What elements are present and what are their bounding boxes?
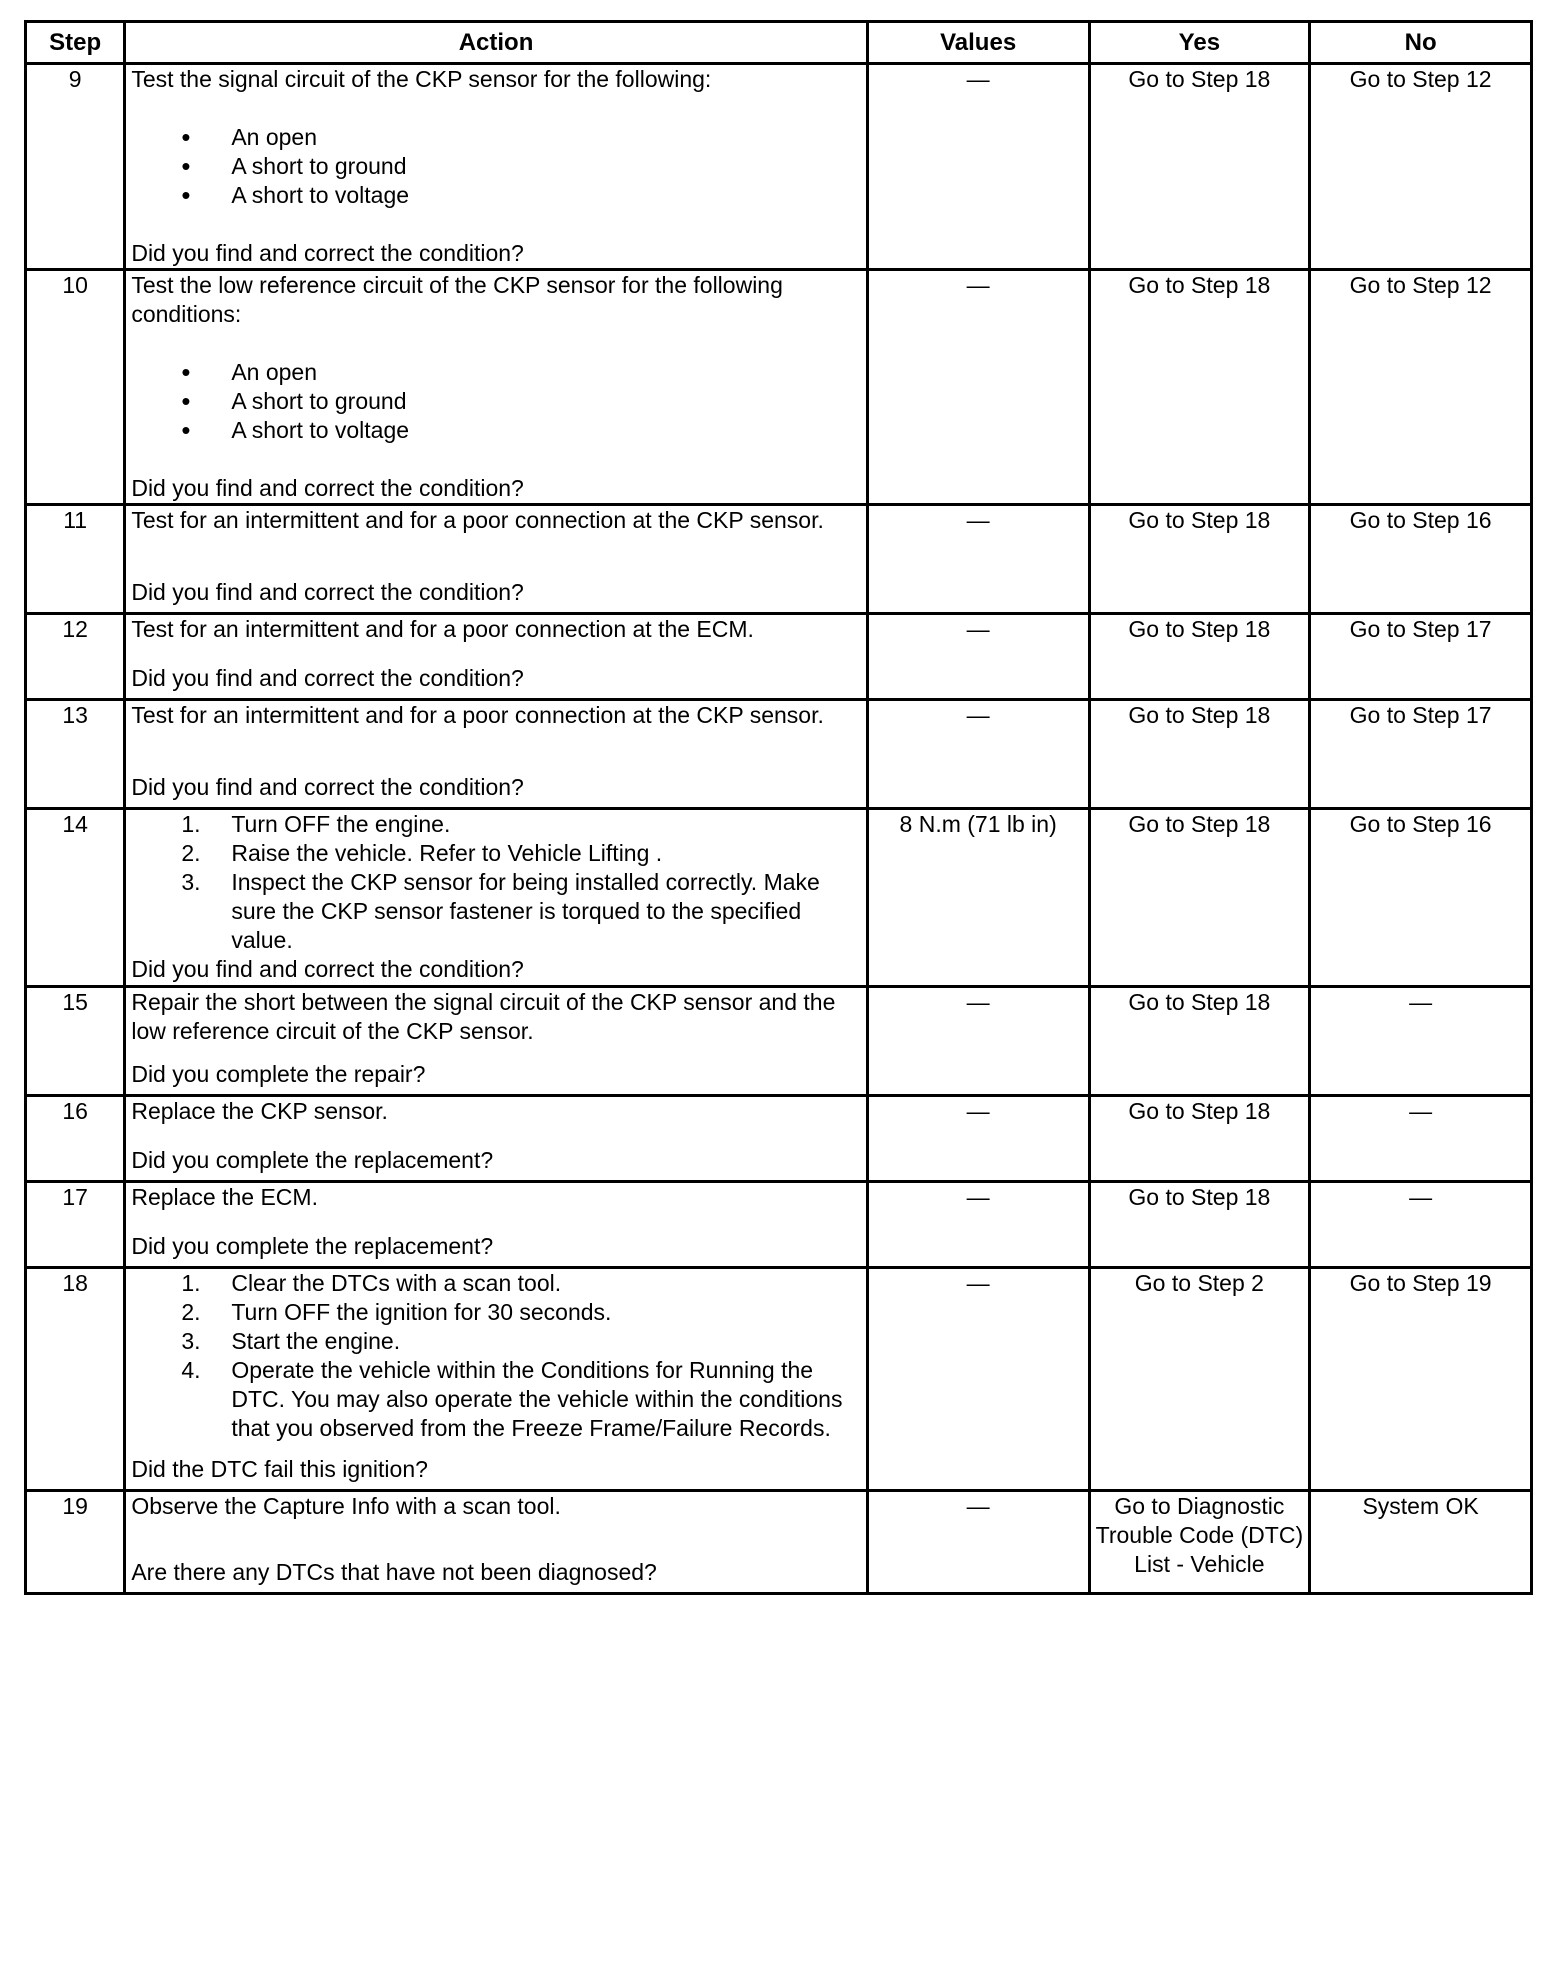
action-intro: Test for an intermittent and for a poor connection at the CKP sensor. — [131, 702, 824, 728]
yes-result: Go to Step 18 — [1089, 505, 1310, 614]
yes-result: Go to Step 18 — [1089, 614, 1310, 700]
procedure-number: 3. — [181, 869, 201, 895]
procedure-text: Turn OFF the engine. — [231, 811, 451, 837]
action-intro: Repair the short between the signal circuit of the CKP sensor and the low reference circuit of the CKP sensor. — [131, 989, 836, 1044]
action-cell — [125, 270, 867, 505]
action-cell — [125, 700, 867, 809]
yes-result: Go to Step 18 — [1089, 64, 1310, 270]
action-cell — [125, 987, 867, 1096]
action-content — [131, 701, 860, 802]
condition-item: • A short to voltage — [131, 416, 860, 445]
value-cell: — — [867, 64, 1089, 270]
procedure-list — [131, 1269, 860, 1443]
action-intro: Test for an intermittent and for a poor connection at the ECM. — [131, 616, 754, 642]
action-instructions — [131, 988, 860, 1046]
action-instructions — [131, 810, 860, 955]
step-number: 14 — [26, 809, 125, 987]
procedure-number: 2. — [181, 1299, 201, 1325]
action-question: Did you complete the repair? — [131, 1061, 426, 1087]
condition-item: • A short to ground — [131, 387, 860, 416]
step-number: 11 — [26, 505, 125, 614]
step-number: 12 — [26, 614, 125, 700]
table-row — [26, 1268, 1532, 1491]
action-instructions — [131, 506, 860, 535]
action-content — [131, 65, 860, 268]
action-content — [131, 1269, 860, 1484]
action-question: Did you find and correct the condition? — [131, 475, 524, 501]
action-cell — [125, 505, 867, 614]
no-result: Go to Step 16 — [1310, 809, 1532, 987]
value-cell: — — [867, 700, 1089, 809]
procedure-text: Turn OFF the ignition for 30 seconds. — [231, 1299, 612, 1325]
yes-result: Go to Step 18 — [1089, 1182, 1310, 1268]
table-row — [26, 505, 1532, 614]
header-action: Action — [125, 22, 867, 64]
no-result: — — [1310, 1182, 1532, 1268]
value-cell: — — [867, 1491, 1089, 1594]
action-cell — [125, 809, 867, 987]
header-row — [26, 22, 1532, 64]
action-cell — [125, 614, 867, 700]
procedure-number: 1. — [181, 1270, 201, 1296]
procedure-item — [131, 1269, 860, 1298]
procedure-item — [131, 810, 860, 839]
step-number: 9 — [26, 64, 125, 270]
procedure-item — [131, 839, 860, 868]
yes-result: Go to Step 18 — [1089, 270, 1310, 505]
procedure-text: Inspect the CKP sensor for being installed correctly. Make sure the CKP sensor fastener is torqued to the specified value. — [231, 869, 820, 953]
action-content — [131, 271, 860, 503]
yes-result: Go to Step 18 — [1089, 700, 1310, 809]
action-instructions — [131, 701, 860, 730]
value-cell: — — [867, 270, 1089, 505]
no-result: Go to Step 17 — [1310, 700, 1532, 809]
value-cell: 8 N.m (71 lb in) — [867, 809, 1089, 987]
action-instructions — [131, 615, 860, 644]
action-intro: Test the signal circuit of the CKP sensor for the following: — [131, 66, 712, 92]
no-result: Go to Step 17 — [1310, 614, 1532, 700]
value-cell: — — [867, 987, 1089, 1096]
table-row — [26, 809, 1532, 987]
header-yes: Yes — [1089, 22, 1310, 64]
procedure-number: 3. — [181, 1328, 201, 1354]
diagnostic-table — [24, 20, 1533, 1595]
table-row — [26, 987, 1532, 1096]
table-row — [26, 1182, 1532, 1268]
condition-list — [131, 358, 860, 445]
no-result: — — [1310, 987, 1532, 1096]
table-row — [26, 614, 1532, 700]
action-instructions — [131, 271, 860, 474]
action-cell — [125, 1268, 867, 1491]
action-instructions — [131, 1269, 860, 1443]
condition-list — [131, 123, 860, 210]
action-cell — [125, 1096, 867, 1182]
procedure-number: 1. — [181, 811, 201, 837]
action-question: Did you complete the replacement? — [131, 1147, 494, 1173]
condition-item: • A short to ground — [131, 152, 860, 181]
action-intro: Replace the ECM. — [131, 1184, 318, 1210]
yes-result: Go to Diagnostic Trouble Code (DTC) List - Vehicle — [1089, 1491, 1310, 1594]
action-content — [131, 1183, 860, 1261]
procedure-number: 2. — [181, 840, 201, 866]
step-number: 18 — [26, 1268, 125, 1491]
step-number: 16 — [26, 1096, 125, 1182]
value-cell: — — [867, 1096, 1089, 1182]
procedure-item — [131, 1356, 860, 1443]
action-content — [131, 1097, 860, 1175]
value-cell: — — [867, 614, 1089, 700]
action-content — [131, 1492, 860, 1587]
step-number: 10 — [26, 270, 125, 505]
procedure-item — [131, 1327, 860, 1356]
procedure-item — [131, 1298, 860, 1327]
action-question: Did you find and correct the condition? — [131, 240, 524, 266]
value-cell: — — [867, 1268, 1089, 1491]
procedure-list — [131, 810, 860, 955]
step-number: 13 — [26, 700, 125, 809]
action-instructions — [131, 1492, 860, 1521]
yes-result: Go to Step 18 — [1089, 987, 1310, 1096]
action-question: Did you find and correct the condition? — [131, 579, 524, 605]
table-row — [26, 700, 1532, 809]
table-row — [26, 1096, 1532, 1182]
procedure-item — [131, 868, 860, 955]
action-cell — [125, 64, 867, 270]
condition-item: • An open — [131, 358, 860, 387]
table-row — [26, 1491, 1532, 1594]
header-no: No — [1310, 22, 1532, 64]
procedure-text: Start the engine. — [231, 1328, 401, 1354]
action-question: Did you find and correct the condition? — [131, 774, 524, 800]
step-number: 15 — [26, 987, 125, 1096]
action-question: Did you complete the replacement? — [131, 1233, 494, 1259]
condition-item: • A short to voltage — [131, 181, 860, 210]
action-cell — [125, 1182, 867, 1268]
action-instructions — [131, 65, 860, 239]
no-result: Go to Step 19 — [1310, 1268, 1532, 1491]
action-cell — [125, 1491, 867, 1594]
procedure-text: Clear the DTCs with a scan tool. — [231, 1270, 562, 1296]
no-result: Go to Step 16 — [1310, 505, 1532, 614]
no-result: Go to Step 12 — [1310, 64, 1532, 270]
step-number: 17 — [26, 1182, 125, 1268]
yes-result: Go to Step 2 — [1089, 1268, 1310, 1491]
action-instructions — [131, 1097, 860, 1126]
table-row — [26, 270, 1532, 505]
procedure-number: 4. — [181, 1357, 201, 1383]
action-content — [131, 506, 860, 607]
action-question: Are there any DTCs that have not been diagnosed? — [131, 1559, 657, 1585]
action-instructions — [131, 1183, 860, 1212]
step-number: 19 — [26, 1491, 125, 1594]
action-question: Did you find and correct the condition? — [131, 956, 524, 982]
action-intro: Test for an intermittent and for a poor connection at the CKP sensor. — [131, 507, 824, 533]
action-question: Did the DTC fail this ignition? — [131, 1456, 428, 1482]
action-content — [131, 988, 860, 1089]
no-result: — — [1310, 1096, 1532, 1182]
procedure-text: Operate the vehicle within the Conditions for Running the DTC. You may also operate the vehicle within the conditions that you observed from the Freeze Frame/Failure Records. — [231, 1357, 843, 1441]
procedure-text: Raise the vehicle. Refer to Vehicle Lifting . — [231, 840, 663, 866]
table-row — [26, 64, 1532, 270]
action-content — [131, 615, 860, 693]
no-result: System OK — [1310, 1491, 1532, 1594]
condition-item: • An open — [131, 123, 860, 152]
action-content — [131, 810, 860, 984]
header-values: Values — [867, 22, 1089, 64]
yes-result: Go to Step 18 — [1089, 1096, 1310, 1182]
yes-result: Go to Step 18 — [1089, 809, 1310, 987]
action-question: Did you find and correct the condition? — [131, 665, 524, 691]
no-result: Go to Step 12 — [1310, 270, 1532, 505]
value-cell: — — [867, 1182, 1089, 1268]
value-cell: — — [867, 505, 1089, 614]
header-step: Step — [26, 22, 125, 64]
action-intro: Replace the CKP sensor. — [131, 1098, 388, 1124]
action-intro: Observe the Capture Info with a scan tool. — [131, 1493, 561, 1519]
action-intro: Test the low reference circuit of the CKP sensor for the following conditions: — [131, 272, 783, 327]
